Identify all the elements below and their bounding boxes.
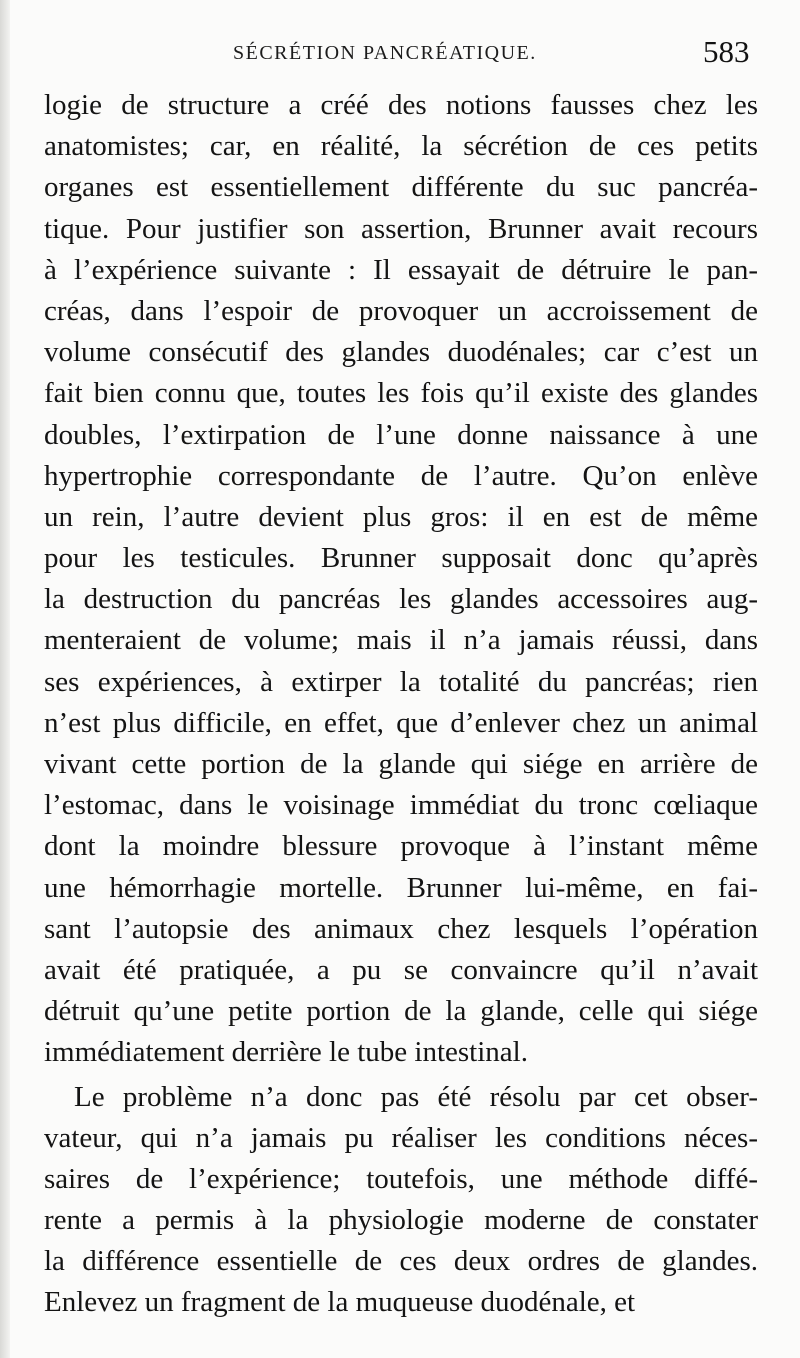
- text-line: immédiatement derrière le tube intestinal.: [44, 1036, 528, 1069]
- text-line: vivant cette portion de la glande qui siége en arrière de: [44, 748, 758, 780]
- text-line: sant l’autopsie des animaux chez lesquels l’opération: [44, 912, 758, 945]
- text-line: à l’expérience suivante : Il essayait de détruire le pan-: [44, 253, 758, 286]
- text-line: une hémorrhagie mortelle. Brunner lui-même, en fai-: [44, 871, 758, 904]
- text-line: créas, dans l’espoir de provoquer un accroissement de: [44, 294, 758, 327]
- text-line: organes est essentiellement différente du suc pancréa-: [44, 171, 758, 204]
- text-line: rente a permis à la physiologie moderne de constater: [44, 1204, 758, 1237]
- text-line: Enlevez un fragment de la muqueuse duodénale, et: [44, 1286, 636, 1319]
- text-line: anatomistes; car, en réalité, la sécrétion de ces petits: [44, 130, 758, 163]
- text-line: la destruction du pancréas les glandes accessoires aug-: [44, 583, 758, 616]
- body-text: [44, 85, 758, 1324]
- text-line: ses expériences, à extirper la totalité du pancréas; rien: [44, 665, 758, 698]
- text-line: pour les testicules. Brunner supposait donc qu’après: [44, 542, 758, 575]
- page-header: [0, 34, 800, 74]
- text-line: doubles, l’extirpation de l’une donne naissance à une: [44, 418, 758, 451]
- text-line: tique. Pour justifier son assertion, Brunner avait recours: [44, 212, 758, 245]
- text-line: fait bien connu que, toutes les fois qu’il existe des glandes: [44, 377, 758, 410]
- running-title: SÉCRÉTION PANCRÉATIQUE.: [233, 42, 537, 64]
- text-line: vateur, qui n’a jamais pu réaliser les conditions néces-: [44, 1121, 758, 1154]
- text-line: avait été pratiquée, a pu se convaincre qu’il n’avait: [44, 953, 758, 986]
- text-line: dont la moindre blessure provoque à l’instant même: [44, 830, 758, 863]
- text-line: volume consécutif des glandes duodénales; car c’est un: [44, 336, 758, 369]
- text-line: logie de structure a créé des notions fausses chez les: [44, 89, 758, 121]
- paragraph-2: [44, 1077, 758, 1324]
- paragraph-1: [44, 85, 758, 1074]
- page-number: 583: [703, 34, 750, 69]
- text-line: un rein, l’autre devient plus gros: il en est de même: [44, 500, 758, 533]
- text-line: saires de l’expérience; toutefois, une méthode diffé-: [44, 1162, 758, 1195]
- text-line: l’estomac, dans le voisinage immédiat du tronc cœliaque: [44, 789, 758, 822]
- text-line: la différence essentielle de ces deux ordres de glandes.: [44, 1245, 758, 1278]
- text-line: Le problème n’a donc pas été résolu par cet obser-: [74, 1080, 758, 1113]
- text-line: détruit qu’une petite portion de la glande, celle qui siége: [44, 995, 758, 1028]
- text-line: menteraient de volume; mais il n’a jamais réussi, dans: [44, 624, 758, 657]
- page-edge-shadow: [0, 0, 10, 1358]
- text-line: n’est plus difficile, en effet, que d’enlever chez un animal: [44, 706, 758, 739]
- text-line: hypertrophie correspondante de l’autre. Qu’on enlève: [44, 459, 758, 492]
